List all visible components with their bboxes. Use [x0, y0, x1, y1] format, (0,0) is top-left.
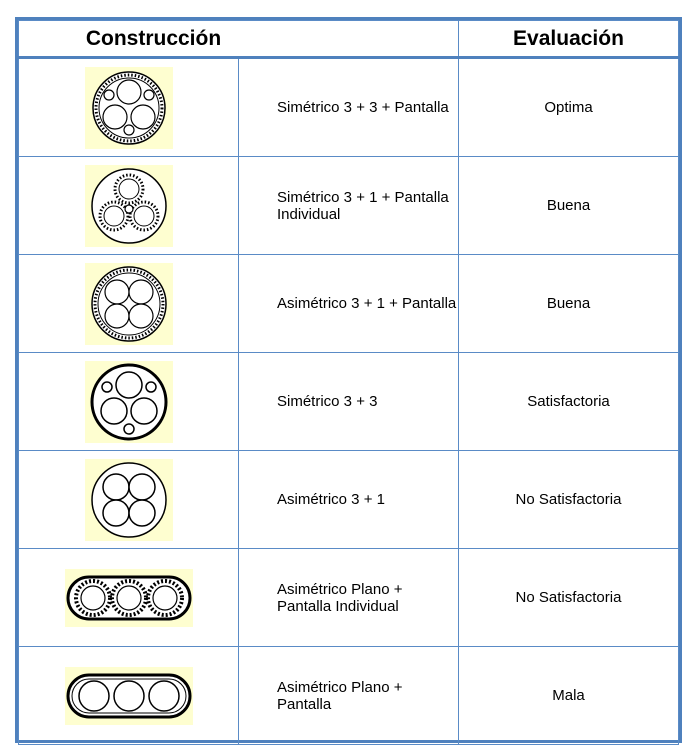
table-row	[19, 157, 679, 255]
construction-description: Simétrico 3 + 3 + Pantalla	[239, 58, 459, 157]
cable-evaluation-table	[18, 20, 679, 745]
construction-description: Asimétrico Plano + Pantalla Individual	[239, 549, 459, 647]
evaluation-value: No Satisfactoria	[459, 451, 679, 549]
evaluation-value: Satisfactoria	[459, 353, 679, 451]
flat-individual-shield-cable-icon	[65, 569, 193, 627]
construction-description: Asimétrico 3 + 1 + Pantalla	[239, 255, 459, 353]
evaluation-header: Evaluación	[459, 21, 679, 58]
header-row	[19, 21, 679, 58]
table-row	[19, 255, 679, 353]
evaluation-value: No Satisfactoria	[459, 549, 679, 647]
construction-description: Asimétrico Plano + Pantalla	[239, 647, 459, 745]
table-row	[19, 549, 679, 647]
symmetric-3-3-shield-cable-icon	[85, 67, 173, 149]
construction-image-cell	[19, 353, 239, 451]
construction-image-cell	[19, 647, 239, 745]
evaluation-value: Buena	[459, 157, 679, 255]
construction-image-cell	[19, 255, 239, 353]
construction-description: Simétrico 3 + 1 + Pantalla Individual	[239, 157, 459, 255]
construction-description: Simétrico 3 + 3	[239, 353, 459, 451]
table-row	[19, 451, 679, 549]
construction-header: Construcción	[19, 21, 459, 58]
symmetric-3-3-cable-icon	[85, 361, 173, 443]
construction-image-cell	[19, 451, 239, 549]
asymmetric-3-1-shield-cable-icon	[85, 263, 173, 345]
table-row	[19, 647, 679, 745]
table-row	[19, 58, 679, 157]
evaluation-value: Buena	[459, 255, 679, 353]
symmetric-3-1-individual-shield-cable-icon	[85, 165, 173, 247]
flat-shield-cable-icon	[65, 667, 193, 725]
evaluation-value: Optima	[459, 58, 679, 157]
table-row	[19, 353, 679, 451]
construction-image-cell	[19, 157, 239, 255]
evaluation-value: Mala	[459, 647, 679, 745]
asymmetric-3-1-cable-icon	[85, 459, 173, 541]
construction-image-cell	[19, 549, 239, 647]
construction-image-cell	[19, 58, 239, 157]
construction-description: Asimétrico 3 + 1	[239, 451, 459, 549]
